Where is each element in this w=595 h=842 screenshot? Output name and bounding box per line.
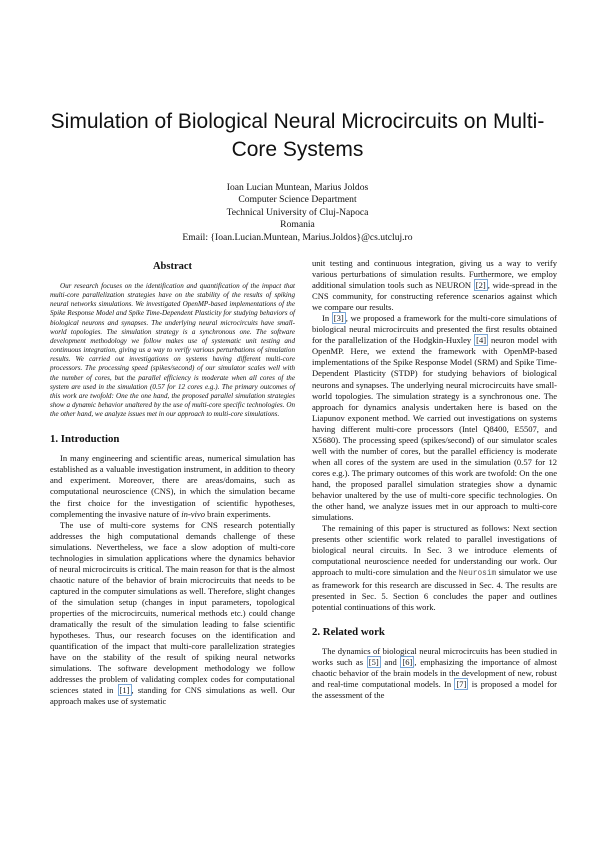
intro-p2-text-b: , standing for CNS simulations as well. Our approach makes use of systematic [50, 685, 296, 707]
related-text-b: and [380, 656, 401, 667]
section-heading-introduction: 1. Introduction [50, 433, 120, 446]
citation-link[interactable]: [1] [119, 685, 130, 696]
citation-link[interactable]: [7] [456, 678, 467, 689]
country: Romania [280, 219, 315, 231]
intro-p2-text-a: The use of multi-core systems for CNS research potentially addresses the high computational demands challenge of these simulations. Nevertheless, we face a slow adoption of multi-core technologies in simulation applications where the dynamics behavior of neural microcircuits is critical. The main reason for that is the almost chaotic nature of the behavior of brain microcircuits that needs to be captured in the computer simulations as well. Therefore, slight changes of the simulation setup (changes in input parameters, topological properties of the microcircuits, numerical methods etc.) could change dramatically the result of the simulation leading to false scientific hypotheses. Thus, our research focuses on the identification and quantification of the impact that multi-core parallelization strategies have on the stability of the result of spiking neural networks simulations. The software development methodology we follow addresses the problem of validating complex codes for computational sciences stated in [50, 519, 296, 696]
left-column [50, 258, 295, 707]
intro-p1-emphasis: in-vivo [181, 508, 205, 519]
citation-link[interactable]: [6] [402, 656, 413, 667]
intro-paragraph-4 [312, 523, 557, 613]
neurosim-name: Neurosim [458, 570, 497, 579]
related-paragraph-1 [312, 646, 557, 701]
right-p3-text-b: simulator we use as framework for this research are discussed in Sec. 4. The results are presented in Sec. 5. Section 6 concludes the paper and outlines potential continuations of this work. [312, 567, 557, 613]
university: Technical University of Cluj-Napoca [226, 206, 369, 218]
intro-paragraph-3 [312, 313, 557, 523]
intro-paragraph-1 [50, 453, 295, 519]
related-text-d: is proposed a model for the assessment of the [312, 678, 557, 700]
right-column [312, 258, 557, 701]
citation-link[interactable]: [3] [333, 313, 344, 324]
intro-p1-text: In many engineering and scientific areas, numerical simulation has established as a valuable investigation instrument, in addition to theory and experiment. Moreover, there are areas/domains, such as computational neuroscience (CNS), in which the simulation became the first choice for the investigation of scientific hypotheses, complementing the invasive nature of [50, 453, 295, 519]
intro-paragraph-continued [312, 258, 557, 313]
department: Computer Science Department [238, 194, 357, 206]
citation-link[interactable]: [4] [476, 335, 487, 346]
intro-paragraph-2 [50, 520, 295, 708]
right-p2-text-c: neuron model with OpenMP. Here, we extend the framework with OpenMP-based implementations of the Spike Response Model (SRM) and Spike Time-Dependent Plasticity (STDP) for studying behaviors of biological neurons and synapses. The underlying neural microcircuits have small-world topologies. The simulation strategy is a synchronous one. The approach for dynamics analysis undertaken here is based on the Liapunov exponent method. We carried out investigations on systems having different multi-core processors (Intel Q8400, E5507, and X5680). The processing speed (spikes/second) of our simulator scales well with the number of cores, but the parallel efficiency is moderate when all cores of the system are used in the simulation (0.57 for 12 cores e.g.). The primary outcomes of this work are twofold: On the one hand, the proposed parallel simulation strategies show a dynamic behavior unaltered by the use of multi-core specific technologies. On the other hand, we analyze issues met in our approach to multi-core simulations. [312, 335, 558, 523]
citation-link[interactable]: [2] [475, 280, 486, 291]
related-text-c: , emphasizing the importance of almost chaotic behavior of the brain models in the development of new, robust and real-time computational models. In [312, 656, 557, 689]
right-p3-text-a: The remaining of this paper is structured as follows: Next section presents other scientific work related to parallel investigations of biological neural circuits. In Sec. 3 we introduce elements of computational neuroscience needed for understanding our work. Our approach to multi-core simulation and the [312, 523, 557, 578]
right-p1-text-a: unit testing and continuous integration, giving us a way to verify various perturbations of simulation results. Furthermore, we employ additional simulation tools such as NEURON [312, 258, 557, 291]
related-text-a: The dynamics of biological neural microcircuits has been studied in works such as [312, 645, 557, 667]
right-p1-text-b: , wide-spread in the CNS community, for constructing reference scenarios against which we compare our results. [312, 280, 558, 313]
abstract-text: Our research focuses on the identification and quantification of the impact that multi-core parallelization strategies have on the stability of the results of spiking neural networks simulations. We investigated OpenMP-based implementations of the Spike Response Model and Spike Time-Dependent Plasticity for studying behaviors of biological neurons and synapses. The underlying neural microcircuits have small-world topologies. The simulation strategy is a synchronous one. The software development methodology we follow makes use of systematic unit testing and continuous integration, giving us a way to verify various perturbations of simulation results. We carried out investigations on systems having different multi-core processors. The processing speed (spikes/second) of our simulator scales well with the number of cores, but the parallel efficiency is moderate when all cores of the system are used in the simulation (0.57 for 12 cores e.g.). The primary outcomes of this work are twofold: One the one hand, the proposed parallel simulation strategies show a dynamic behavior unaltered by the use of multi-core specific technologies. On the other hand, we analyze issues met in our approach to multi-core simulations. [50, 282, 295, 419]
section-heading-related-work: 2. Related work [312, 625, 385, 638]
email: Email: {Ioan.Lucian.Muntean, Marius.Joldos}@cs.utcluj.ro [182, 231, 413, 243]
right-p2-text-a: In [322, 313, 332, 324]
citation-link[interactable]: [5] [368, 656, 379, 667]
paper-title: Simulation of Biological Neural Microcircuits on Multi-Core Systems [50, 110, 545, 161]
intro-p1-end: brain experiments. [205, 508, 271, 519]
author-names: Ioan Lucian Muntean, Marius Joldos [226, 182, 369, 193]
right-p2-text-b: , we proposed a framework for the multi-core simulations of biological neural microcircuits and presented the first results obtained for the parallelization of the Hodgkin-Huxley [312, 313, 557, 346]
abstract-heading: Abstract [152, 261, 193, 272]
author-block [150, 182, 445, 244]
